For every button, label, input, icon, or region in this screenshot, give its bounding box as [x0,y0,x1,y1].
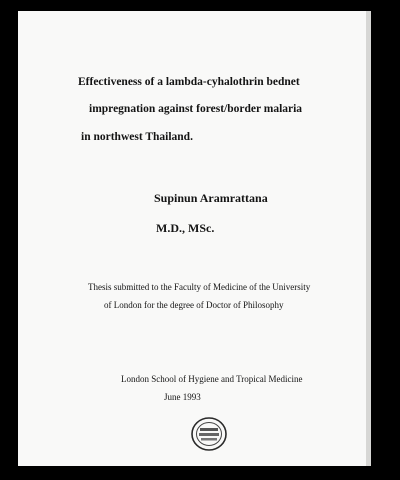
submission-line-1: Thesis submitted to the Faculty of Medicine of the University [88,282,311,292]
library-stamp-icon [190,416,228,452]
submission-line-2: of London for the degree of Doctor of Philosophy [104,300,284,310]
institution-name: London School of Hygiene and Tropical Medicine [121,374,303,384]
submission-date: June 1993 [164,392,201,402]
title-line-3: in northwest Thailand. [81,131,193,143]
thesis-title-page [18,11,366,477]
author-degrees: M.D., MSc. [156,221,215,235]
page-edge-shadow [366,11,371,477]
title-line-1: Effectiveness of a lambda-cyhalothrin bednet [78,76,300,88]
scan-bottom-border [0,466,400,480]
title-line-2: impregnation against forest/border malaria [89,103,303,115]
author-name: Supinun Aramrattana [154,191,268,205]
